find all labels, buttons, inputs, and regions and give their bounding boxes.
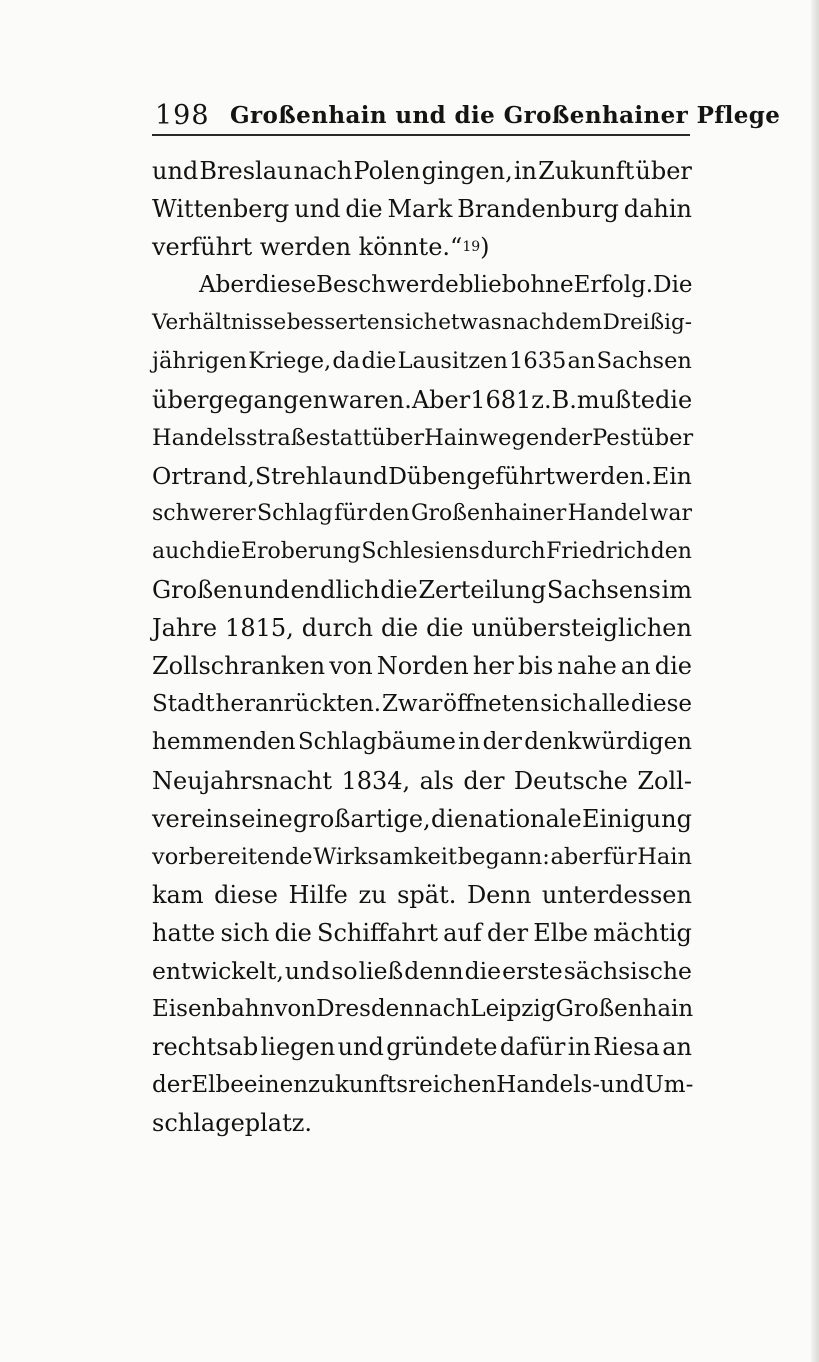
text-line <box>152 685 692 723</box>
word: Norden <box>376 652 469 681</box>
word: 1815, <box>225 614 294 643</box>
word: diese <box>214 880 278 909</box>
word: Zerteilung <box>418 576 547 605</box>
text-line <box>152 1066 692 1104</box>
word: Lausitzen <box>397 348 508 375</box>
word: Wirksamkeit <box>313 843 458 870</box>
word: Sachsen <box>596 348 692 375</box>
word: Zwar <box>381 691 443 718</box>
text-line <box>152 190 692 228</box>
word: in <box>458 729 481 756</box>
word: und <box>152 157 199 185</box>
word: statt <box>319 424 372 451</box>
word: die <box>654 385 693 414</box>
word: die <box>380 614 419 643</box>
word: B. <box>551 385 577 414</box>
word: Kriege, <box>248 348 332 375</box>
word: diese <box>630 691 692 718</box>
text-line <box>152 1104 692 1142</box>
word: die <box>206 538 241 564</box>
word: über <box>635 157 692 185</box>
text-line-content: schlageplatz. <box>152 1109 313 1138</box>
word: übergegangen <box>152 385 329 414</box>
word: von <box>274 996 317 1023</box>
word: sich <box>540 691 588 718</box>
word: an <box>567 348 596 375</box>
word: den <box>368 500 410 526</box>
word: Jahre <box>152 614 218 643</box>
word: so <box>331 956 358 985</box>
word: nahe <box>557 652 617 681</box>
word: gingen, <box>421 157 513 185</box>
word: und <box>284 956 331 985</box>
word: Polen <box>353 157 421 185</box>
word: besserten <box>286 310 394 336</box>
word: auf <box>443 918 482 947</box>
word: Elbe <box>533 918 589 947</box>
word: bis <box>517 652 554 681</box>
word: öffneten <box>443 691 540 718</box>
word: Neujahrsnacht <box>152 766 332 795</box>
word: unterdessen <box>541 880 692 909</box>
text-line <box>152 266 692 304</box>
word: Deutsche <box>513 766 628 795</box>
word: liegen <box>260 1033 336 1062</box>
word: Erfolg. <box>573 272 654 299</box>
word: Eisenbahn <box>152 996 275 1023</box>
text-line <box>152 457 692 495</box>
word: und <box>243 576 290 605</box>
word: der <box>553 424 593 451</box>
word: aber <box>550 843 603 870</box>
word: Ein <box>652 461 692 490</box>
word: Riesa <box>593 1033 660 1062</box>
word: auch <box>152 538 206 564</box>
word: Stadt <box>152 691 215 718</box>
word: dahin <box>623 195 692 224</box>
word: Schiffahrt <box>317 918 438 947</box>
word: zukunftsreichen <box>308 1072 497 1099</box>
page-edge-shadow <box>811 0 819 1362</box>
word: die <box>464 956 502 985</box>
word: und <box>337 1033 384 1062</box>
text-line <box>152 381 692 419</box>
word: denn <box>404 956 464 985</box>
word: Handels- <box>496 1072 601 1099</box>
word: im <box>661 576 692 605</box>
word: Schlag <box>257 500 333 526</box>
text-line <box>152 304 692 342</box>
word: Ortrand, <box>152 461 255 490</box>
word: entwickelt, <box>152 956 284 985</box>
word: Hain <box>424 424 479 451</box>
text-line <box>152 762 692 800</box>
word: die <box>380 576 418 605</box>
word: Hain <box>637 843 692 870</box>
word: Handel <box>567 500 649 526</box>
word: hatte <box>152 918 216 947</box>
word: Sachsens <box>546 576 661 605</box>
word: war <box>649 500 692 526</box>
word: Handelsstraße <box>152 424 320 451</box>
word: über <box>371 424 425 451</box>
text-line <box>152 609 692 647</box>
word: jährigen <box>152 348 248 375</box>
word: denkwürdigen <box>524 729 692 756</box>
word: verein <box>152 804 229 833</box>
footnote-reference-close: ) <box>480 233 490 262</box>
word: Hilfe <box>288 880 348 909</box>
word: Schlesiens <box>361 538 480 564</box>
text-line <box>152 952 692 990</box>
word: Einigung <box>581 804 692 833</box>
word: z. <box>531 385 552 414</box>
word: waren. <box>328 385 412 414</box>
word: sich <box>393 310 438 336</box>
word: alle <box>587 691 631 718</box>
word: Um- <box>644 1072 694 1099</box>
word: Friedrich <box>546 538 651 564</box>
word: zu <box>358 880 387 909</box>
word: hemmenden <box>152 729 296 756</box>
word: Schlagbäume <box>297 729 456 756</box>
word: für <box>603 843 637 870</box>
text-line <box>152 419 692 457</box>
word: und <box>342 461 388 490</box>
word: Leipzig <box>470 996 556 1023</box>
word: Großenhainer <box>410 500 567 526</box>
text-line <box>152 1028 692 1066</box>
word: unübersteiglichen <box>471 614 692 643</box>
word: der <box>463 766 505 795</box>
word: 1834, <box>341 766 411 795</box>
word: rechtsab <box>152 1033 259 1062</box>
word: Düben <box>388 461 467 490</box>
text-line <box>152 876 692 914</box>
word: von <box>329 652 373 681</box>
word: Aber <box>411 385 471 414</box>
word: Wittenberg <box>152 195 290 224</box>
word: seine <box>228 804 293 833</box>
word: die <box>430 804 469 833</box>
word: Strehla <box>255 461 343 490</box>
word: 1681 <box>470 385 532 414</box>
word: Denn <box>466 880 532 909</box>
word: in <box>567 1033 591 1062</box>
text-line <box>152 495 692 533</box>
body-text <box>152 152 692 1142</box>
word: einen <box>243 1072 309 1099</box>
text-line <box>152 914 692 952</box>
word: mächtig <box>593 918 692 947</box>
word: gründete <box>386 1033 498 1062</box>
word: begann: <box>457 843 550 870</box>
word: vorbereitende <box>152 843 313 870</box>
word: wegen <box>478 424 554 451</box>
running-title: Großenhain und die Großenhainer Pflege <box>230 102 781 129</box>
text-line-content: verführt werden könnte.“ <box>152 233 463 262</box>
text-line <box>152 838 692 876</box>
word: her <box>472 652 514 681</box>
word: schwerer <box>152 500 256 526</box>
page-header <box>152 96 781 136</box>
word: sich <box>220 918 270 947</box>
word: kam <box>152 880 204 909</box>
word: durch <box>480 538 546 564</box>
page-number: 198 <box>155 100 210 131</box>
word: nach <box>502 310 555 336</box>
word: blieb <box>458 272 517 299</box>
word: die <box>426 614 464 643</box>
word: werden. <box>555 461 652 490</box>
word: da <box>332 348 361 375</box>
word: Die <box>653 272 693 299</box>
word: Zukunft <box>538 157 635 185</box>
word: und <box>294 195 341 224</box>
word: großartige, <box>293 804 431 833</box>
word: Beschwerde <box>316 272 459 299</box>
word: der <box>487 918 529 947</box>
word: dem <box>555 310 603 336</box>
word: Eroberung <box>240 538 361 564</box>
word: durch <box>301 614 373 643</box>
text-line <box>152 533 692 571</box>
word: Dreißig- <box>602 310 692 336</box>
word: nach <box>293 157 353 185</box>
word: Brandenburg <box>457 195 619 224</box>
text-line <box>152 571 692 609</box>
word: heranrückten. <box>215 691 382 718</box>
text-line <box>152 723 692 761</box>
word: an <box>662 1033 692 1062</box>
word: Verhältnisse <box>152 310 287 336</box>
word: Großenhain <box>555 996 694 1023</box>
word: nationale <box>468 804 582 833</box>
word: der <box>482 729 522 756</box>
text-line <box>152 152 692 190</box>
word: die <box>654 652 692 681</box>
word: Dresden <box>316 996 415 1023</box>
word: Großen <box>152 576 243 605</box>
word: die <box>361 348 397 375</box>
word: geführt <box>466 461 555 490</box>
word: Pest <box>592 424 641 451</box>
word: über <box>640 424 694 451</box>
text-line <box>152 990 692 1028</box>
word: Aber <box>199 272 255 299</box>
word: und <box>600 1072 645 1099</box>
word: als <box>419 766 454 795</box>
text-line <box>152 647 692 685</box>
word: etwas <box>438 310 502 336</box>
word: diese <box>254 272 317 299</box>
word: ließ <box>358 956 404 985</box>
text-line <box>152 342 692 380</box>
word: spät. <box>397 880 457 909</box>
word: die <box>274 918 312 947</box>
header-rule <box>152 134 690 136</box>
footnote-reference: 19 <box>462 239 481 256</box>
word: Zollschranken <box>152 652 326 681</box>
word: ohne <box>516 272 574 299</box>
word: Elbe <box>191 1072 244 1099</box>
word: mußte <box>576 385 655 414</box>
word: die <box>345 195 383 224</box>
word: an <box>620 652 651 681</box>
word: nach <box>414 996 471 1023</box>
text-line <box>152 800 692 838</box>
word: 1635 <box>509 348 567 375</box>
word: den <box>650 538 692 564</box>
word: der <box>152 1072 192 1099</box>
text-line <box>152 228 692 266</box>
word: Mark <box>387 195 453 224</box>
word: endlich <box>290 576 380 605</box>
word: für <box>334 500 367 526</box>
word: in <box>513 157 537 185</box>
word: sächsische <box>563 956 692 985</box>
word: dafür <box>499 1033 566 1062</box>
word: erste <box>502 956 563 985</box>
word: Breslau <box>199 157 293 185</box>
word: Zoll- <box>637 766 692 795</box>
